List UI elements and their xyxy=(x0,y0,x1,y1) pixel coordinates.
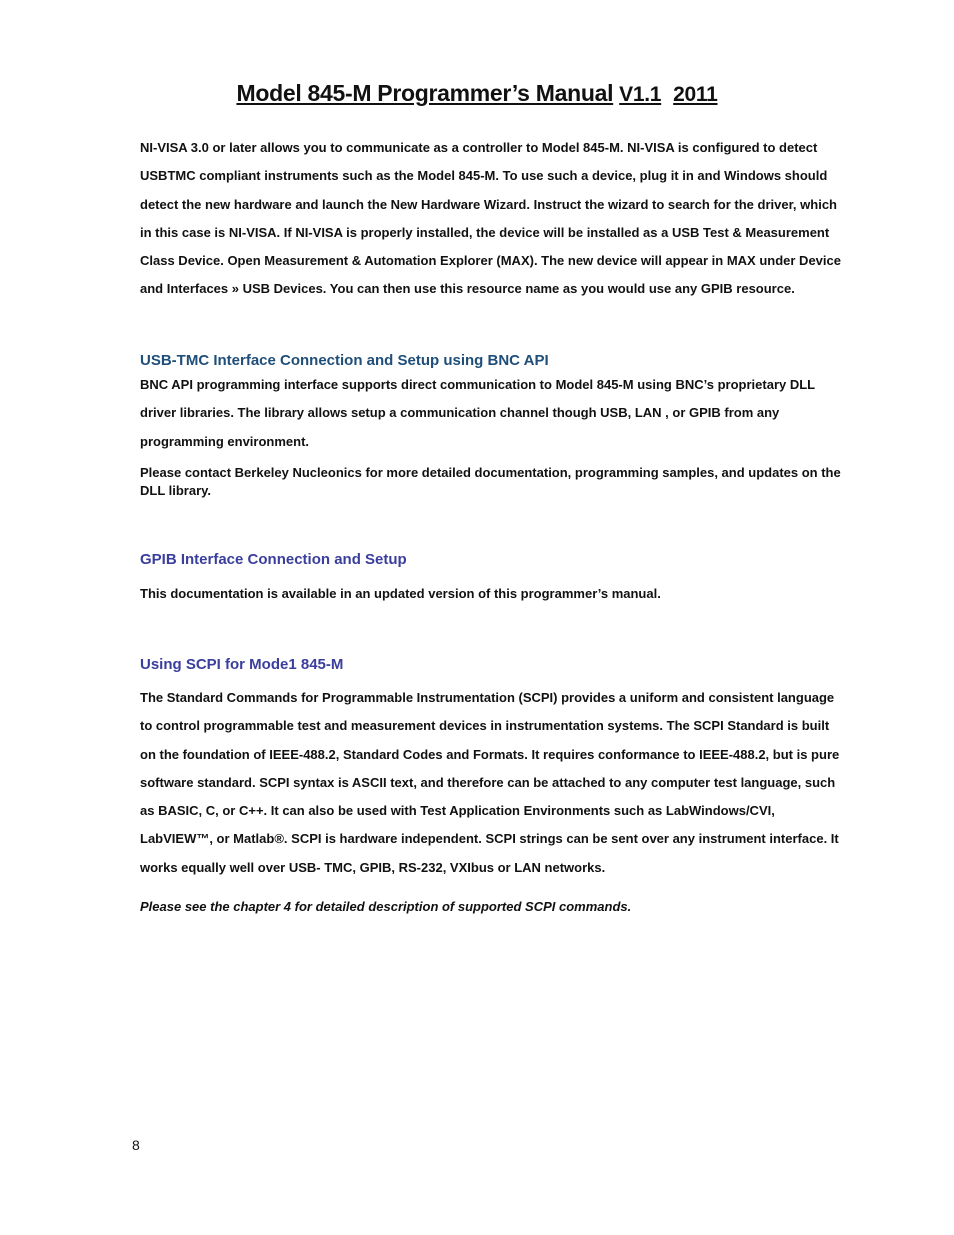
title-main: Model 845-M Programmer’s Manual xyxy=(236,80,614,106)
scpi-paragraph: The Standard Commands for Programmable Instrumentation (SCPI) provides a uniform and consistent language to control programmable test and measurement devices in instrumentation systems. The SCPI Standard is built on the foundation of IEEE-488.2, Standard Codes and Formats. It requires conformance to IEEE-488.2, but is pure software standard. SCPI syntax is ASCII text, and therefore can be attached to any computer test language, such as BASIC, C, or C++. It can also be used with Test Application Environments such as LabWindows/CVI, LabVIEW™, or Matlab®. SCPI is hardware independent. SCPI strings can be sent over any instrument interface. It works equally well over USB- TMC, GPIB, RS-232, VXIbus or LAN networks. xyxy=(140,690,840,875)
gpib-paragraph: This documentation is available in an updated version of this programmer’s manual. xyxy=(140,586,661,601)
page-title xyxy=(0,80,954,107)
usbtmc-heading: USB-TMC Interface Connection and Setup using BNC API xyxy=(140,352,549,369)
contact-paragraph: Please contact Berkeley Nucleonics for more detailed documentation, programming samples, and updates on the DLL library. xyxy=(140,465,841,498)
gpib-heading: GPIB Interface Connection and Setup xyxy=(140,551,407,568)
usbtmc-paragraph: BNC API programming interface supports direct communication to Model 845-M using BNC’s proprietary DLL driver libraries. The library allows setup a communication channel though USB, LAN , or GPIB from any programming environment. xyxy=(140,377,815,449)
scpi-heading: Using SCPI for Mode1 845-M xyxy=(140,656,344,673)
scpi-note: Please see the chapter 4 for detailed description of supported SCPI commands. xyxy=(140,899,632,914)
title-year: 2011 xyxy=(673,83,718,106)
title-version: V1.1 xyxy=(619,83,662,106)
page-number: 8 xyxy=(132,1137,140,1153)
intro-paragraph: NI-VISA 3.0 or later allows you to communicate as a controller to Model 845-M. NI-VISA is configured to detect USBTMC compliant instruments such as the Model 845-M. To use such a device, plug it in and Windows should detect the new hardware and launch the New Hardware Wizard. Instruct the wizard to search for the driver, which in this case is NI-VISA. If NI-VISA is properly installed, the device will be installed as a USB Test & Measurement Class Device. Open Measurement & Automation Explorer (MAX). The new device will appear in MAX under Device and Interfaces » USB Devices. You can then use this resource name as you would use any GPIB resource. xyxy=(140,140,841,297)
